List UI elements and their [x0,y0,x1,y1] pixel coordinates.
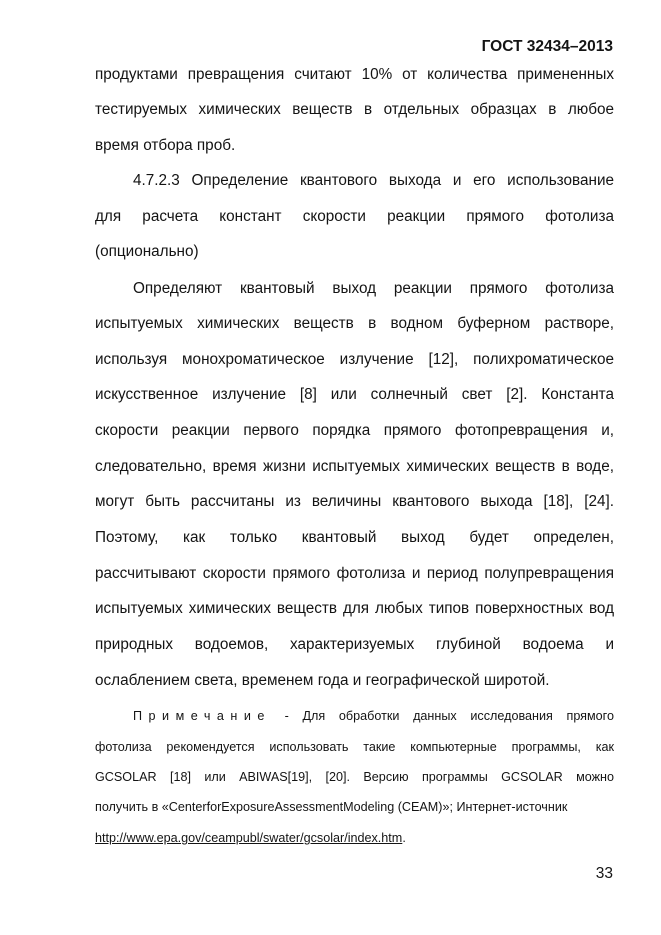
text-line: тестируемых химических веществ в отдельных образцах в любое [95,101,614,118]
text-line: испытуемых химических веществ для любых типов поверхностных вод [95,600,614,617]
text-line: искусственное излучение [8] или солнечный свет [2]. Константа [95,386,614,403]
note-line: фотолиза рекомендуется использовать такие компьютерные программы, как [95,740,614,754]
text-line: следовательно, время жизни испытуемых химических веществ в воде, [95,458,614,475]
section-heading-line: для расчета констант скорости реакции прямого фотолиза [95,208,614,225]
text-line: скорости реакции первого порядка прямого фотопревращения и, [95,422,614,439]
text-line: продуктами превращения считают 10% от количества примененных [95,66,614,83]
page-number: 33 [595,865,613,882]
text-line: могут быть рассчитаны из величины квантового выхода [18], [24]. [95,493,614,510]
text-line: ослаблением света, временем года и географической широтой. [95,672,550,689]
section-heading-line: 4.7.2.3 Определение квантового выхода и его использование [133,172,614,189]
text-line: Поэтому, как только квантовый выход будет определен, [95,529,614,546]
gcsolar-url-link[interactable]: http://www.epa.gov/ceampubl/swater/gcsolar/index.htm [95,831,403,845]
text-line: природных водоемов, характеризуемых глубиной водоема и [95,636,614,653]
text-line: время отбора проб. [95,137,236,154]
note-url-line [95,828,614,848]
section-heading-line: (опционально) [95,243,199,260]
text-line: испытуемых химических веществ в водном буферном растворе, [95,315,614,332]
note-line: получить в «CenterforExposureAssessmentModeling (CEAM)»; Интернет-источник [95,800,568,814]
text-line: рассчитывают скорости прямого фотолиза и период полупревращения [95,565,614,582]
note-first-line [133,706,614,726]
note-label: Примечание [133,709,271,723]
text-line: Определяют квантовый выход реакции прямого фотолиза [133,280,614,297]
note-text: - Для обработки данных исследования прямого [284,709,614,723]
text-line: используя монохроматическое излучение [12], полихроматическое [95,351,614,368]
url-suffix: . [402,831,406,845]
document-code-header: ГОСТ 32434–2013 [481,38,613,55]
note-line: GCSOLAR [18] или ABIWAS[19], [20]. Версию программы GCSOLAR можно [95,770,614,784]
